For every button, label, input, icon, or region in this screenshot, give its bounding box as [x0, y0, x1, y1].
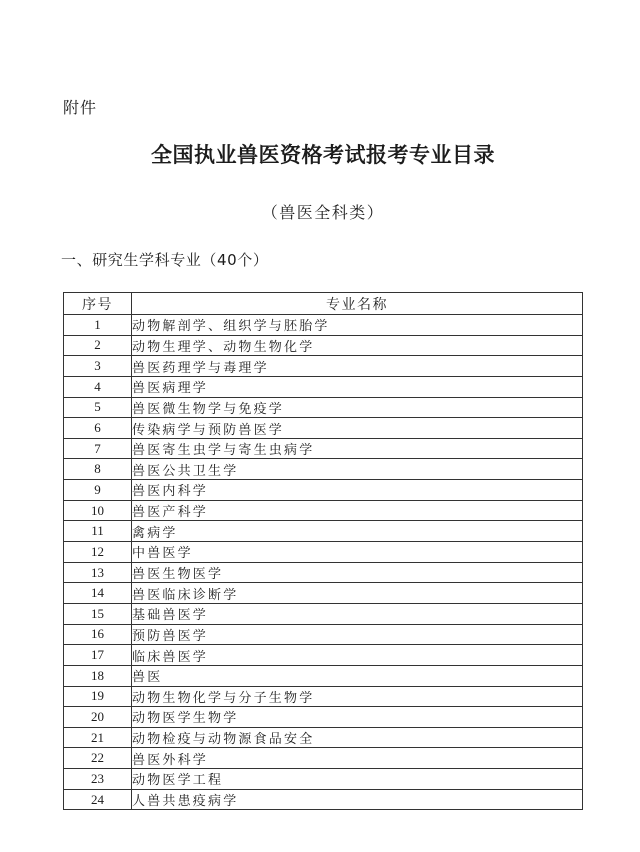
row-major-name: 预防兽医学 [132, 624, 583, 645]
row-major-name: 动物医学工程 [132, 769, 583, 790]
row-serial-number: 7 [64, 438, 132, 459]
row-major-name: 兽医外科学 [132, 748, 583, 769]
row-serial-number: 15 [64, 603, 132, 624]
row-major-name: 禽病学 [132, 521, 583, 542]
row-major-name: 动物解剖学、组织学与胚胎学 [132, 315, 583, 336]
row-serial-number: 11 [64, 521, 132, 542]
row-serial-number: 3 [64, 356, 132, 377]
row-serial-number: 6 [64, 418, 132, 439]
row-major-name: 兽医寄生虫学与寄生虫病学 [132, 438, 583, 459]
row-major-name: 动物医学生物学 [132, 707, 583, 728]
row-major-name: 兽医公共卫生学 [132, 459, 583, 480]
row-major-name: 兽医产科学 [132, 500, 583, 521]
table-row [64, 562, 583, 583]
row-serial-number: 1 [64, 315, 132, 336]
table-row [64, 500, 583, 521]
row-serial-number: 13 [64, 562, 132, 583]
table-row [64, 583, 583, 604]
section-heading: 一、研究生学科专业（40个） [61, 251, 269, 269]
row-major-name: 中兽医学 [132, 542, 583, 563]
row-serial-number: 8 [64, 459, 132, 480]
table-row [64, 665, 583, 686]
row-major-name: 兽医临床诊断学 [132, 583, 583, 604]
row-serial-number: 18 [64, 665, 132, 686]
row-major-name: 兽医 [132, 665, 583, 686]
row-serial-number: 16 [64, 624, 132, 645]
table-row [64, 335, 583, 356]
document-title: 全国执业兽医资格考试报考专业目录 [151, 143, 495, 167]
row-major-name: 兽医药理学与毒理学 [132, 356, 583, 377]
table-row [64, 686, 583, 707]
row-major-name: 传染病学与预防兽医学 [132, 418, 583, 439]
row-serial-number: 12 [64, 542, 132, 563]
row-serial-number: 5 [64, 397, 132, 418]
table-row [64, 542, 583, 563]
header-serial-number: 序号 [64, 293, 132, 315]
row-serial-number: 14 [64, 583, 132, 604]
table-row [64, 707, 583, 728]
table-row [64, 748, 583, 769]
row-serial-number: 17 [64, 645, 132, 666]
document-subtitle: （兽医全科类） [261, 203, 385, 222]
row-serial-number: 19 [64, 686, 132, 707]
row-major-name: 兽医病理学 [132, 376, 583, 397]
table-row [64, 418, 583, 439]
table-row [64, 376, 583, 397]
row-major-name: 基础兽医学 [132, 603, 583, 624]
row-serial-number: 24 [64, 789, 132, 810]
row-major-name: 兽医微生物学与免疫学 [132, 397, 583, 418]
row-serial-number: 22 [64, 748, 132, 769]
row-major-name: 动物生理学、动物生物化学 [132, 335, 583, 356]
table-row [64, 397, 583, 418]
row-serial-number: 10 [64, 500, 132, 521]
row-major-name: 人兽共患疫病学 [132, 789, 583, 810]
row-serial-number: 9 [64, 480, 132, 501]
header-major-name: 专业名称 [132, 293, 583, 315]
table-row [64, 727, 583, 748]
row-serial-number: 23 [64, 769, 132, 790]
table-header [64, 293, 583, 315]
table-row [64, 315, 583, 336]
table-row [64, 789, 583, 810]
row-major-name: 临床兽医学 [132, 645, 583, 666]
row-major-name: 动物生物化学与分子生物学 [132, 686, 583, 707]
table-row [64, 603, 583, 624]
table-row [64, 769, 583, 790]
row-serial-number: 4 [64, 376, 132, 397]
row-major-name: 兽医生物医学 [132, 562, 583, 583]
row-serial-number: 21 [64, 727, 132, 748]
row-major-name: 动物检疫与动物源食品安全 [132, 727, 583, 748]
row-serial-number: 20 [64, 707, 132, 728]
attachment-label: 附件 [63, 98, 98, 117]
table-row [64, 480, 583, 501]
table-row [64, 624, 583, 645]
table-row [64, 521, 583, 542]
table-row [64, 645, 583, 666]
table-header-row [64, 293, 583, 315]
row-major-name: 兽医内科学 [132, 480, 583, 501]
major-table [63, 292, 583, 810]
table-row [64, 438, 583, 459]
table-body [64, 315, 583, 810]
table-row [64, 356, 583, 377]
table-row [64, 459, 583, 480]
row-serial-number: 2 [64, 335, 132, 356]
